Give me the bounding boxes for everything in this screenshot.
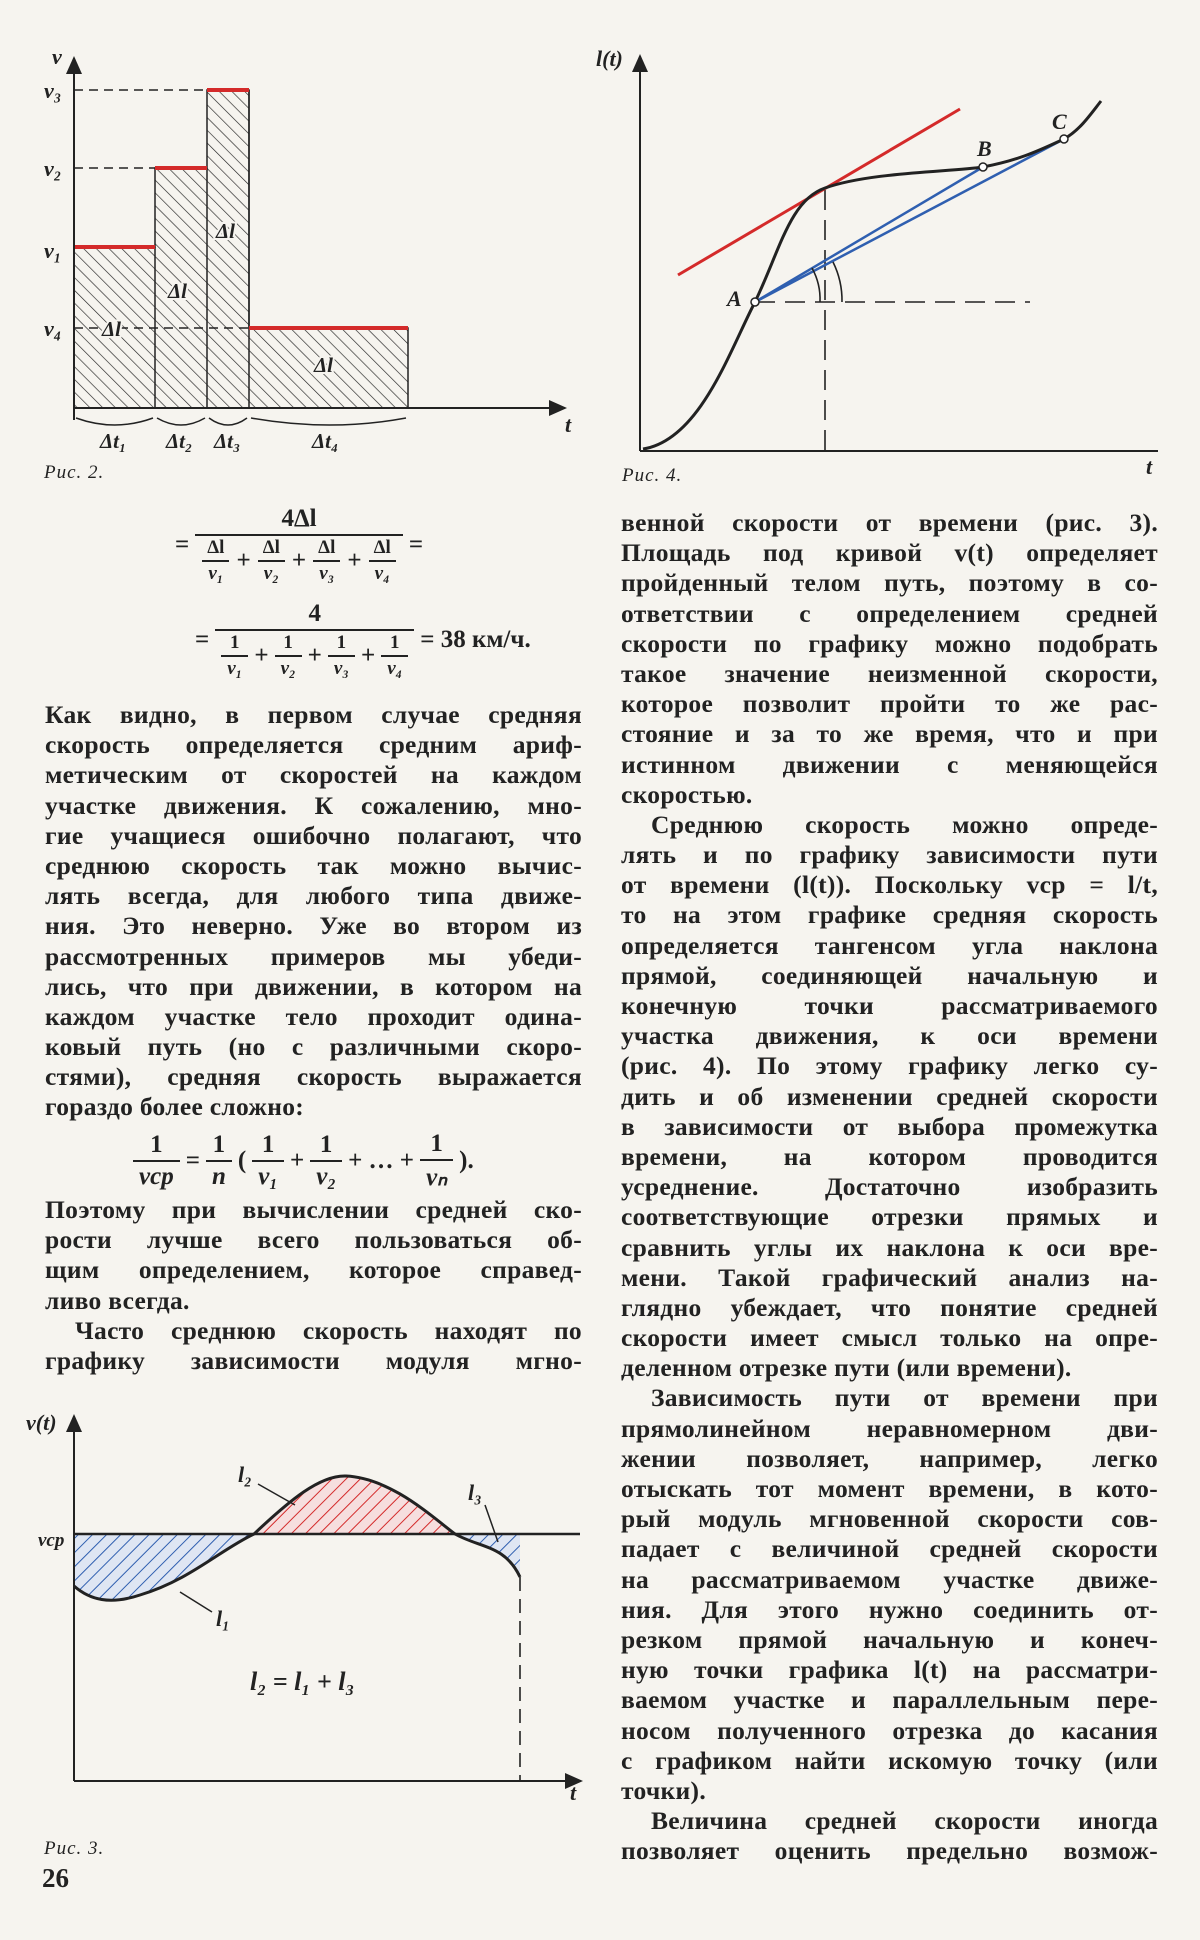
area-label-1: Δl <box>102 317 122 341</box>
area-label-3: Δl <box>216 219 236 243</box>
figure-3-velocity-time-chart <box>0 1400 600 1820</box>
text-line: то на этом графике средняя скорость <box>621 900 1158 930</box>
text-line: от времени (l(t)). Поскольку vср = l/t, <box>621 870 1158 900</box>
formula-term: 4Δl <box>281 505 317 532</box>
point-b <box>979 163 987 171</box>
formula-term: 1 <box>230 632 240 653</box>
text-line: Часто среднюю скорость находят по <box>75 1315 582 1345</box>
formula-term: v₁ <box>208 563 224 584</box>
chord-ab-blue <box>755 167 983 302</box>
text-line: ную точки графика l(t) на рассматри- <box>621 1655 1158 1685</box>
text-line: ния. Это неверно. Уже во втором из <box>45 911 582 941</box>
fraction <box>368 537 397 585</box>
text-line: Площадь под кривой v(t) определяет <box>621 538 1158 568</box>
text-line: (рис. 4). По этому графику легко су- <box>621 1051 1158 1081</box>
text-line: с графиком найти искомую точку (или <box>621 1745 1158 1775</box>
formula-term: + <box>291 547 307 574</box>
text-line: деленном отрезке пути (или времени). <box>621 1353 1072 1383</box>
v3-label: v₃ <box>44 78 62 103</box>
fraction <box>381 632 408 680</box>
formula-term: + <box>360 642 376 669</box>
formula-term: + <box>290 1147 305 1174</box>
text-line: соответствующие отрезки прямых и <box>621 1202 1158 1232</box>
formula-term: v₄ <box>374 563 390 584</box>
formula-term: 4 <box>308 600 321 627</box>
formula-average-speed-2 <box>192 600 534 680</box>
t-axis-label: t <box>1146 454 1153 479</box>
text-line: ответствии с определением средней <box>621 598 1158 628</box>
text-line: времени, на котором проводится <box>621 1141 1158 1171</box>
text-line: истинном движении с меняющейся <box>621 749 1158 779</box>
point-b-label: B <box>977 136 992 161</box>
formula-term: 1 <box>319 1131 333 1158</box>
page-number: 26 <box>42 1863 69 1893</box>
text-line: скоростью. <box>621 779 753 809</box>
v1-label: v₁ <box>44 238 62 263</box>
point-a-label: A <box>727 286 742 311</box>
formula-term: = <box>185 1147 200 1174</box>
point-c-label: C <box>1052 109 1067 134</box>
text-line: рассмотренных примеров мы убеди- <box>45 941 582 971</box>
formula-term: 1 <box>261 1131 275 1158</box>
v-axis-label: v <box>52 44 62 69</box>
figure-2-step-velocity-chart <box>0 0 600 480</box>
vcp-label: vср <box>38 1530 65 1551</box>
v4-label: v₄ <box>44 316 62 341</box>
formula-term: 1 <box>389 632 400 653</box>
text-line: ваемом участке и параллельным пере- <box>621 1685 1158 1715</box>
chord-ac-blue <box>755 139 1064 302</box>
text-line: конечную точки рассматриваемого <box>621 991 1158 1020</box>
text-line: метическим от скоростей на каждом <box>45 760 582 790</box>
fraction <box>420 1130 453 1192</box>
text-line: Величина средней скорости иногда <box>651 1806 1158 1836</box>
text-line: усреднение. Достаточно изобразить <box>621 1172 1158 1202</box>
fraction <box>312 537 341 585</box>
text-line: ковый путь (но с различными скоро- <box>45 1032 582 1062</box>
l-of-t-curve <box>643 101 1101 449</box>
fraction <box>275 632 302 680</box>
area-equation: l₂ = l₁ + l₃ <box>250 1667 355 1696</box>
left-column-text-2 <box>45 1195 582 1376</box>
fraction <box>328 632 355 680</box>
text-line: определяется тангенсом угла наклона <box>621 930 1158 960</box>
text-line: лись, что при движении, в котором на <box>45 971 582 1001</box>
formula-term: Δl <box>318 537 336 558</box>
text-line: ливо всегда. <box>45 1285 190 1315</box>
dt4-label: Δt₄ <box>312 429 339 453</box>
text-line: отыскать тот момент времени, в кото- <box>621 1474 1158 1503</box>
text-line: графику зависимости модуля мгно- <box>45 1345 582 1375</box>
text-line: скорости по графику можно подобрать <box>621 628 1158 658</box>
t-axis-label: t <box>565 412 572 437</box>
text-line: прямолинейном неравномерном дви- <box>621 1413 1158 1443</box>
dt3-label: Δt₃ <box>214 429 241 453</box>
l1-label: l₁ <box>216 1606 230 1631</box>
area-label-2: Δl <box>168 279 188 303</box>
angle-arcs <box>812 262 842 302</box>
formula-term: 1 <box>150 1131 163 1158</box>
text-line: позволяет оценить предельно возмож- <box>621 1836 1158 1866</box>
right-column-text <box>621 508 1158 1866</box>
fraction <box>201 537 230 585</box>
text-line: ния. Для этого нужно соединить от- <box>621 1594 1158 1624</box>
formula-term: ). <box>459 1147 474 1174</box>
dt1-label: Δt₁ <box>100 429 127 453</box>
l-axis-label: l(t) <box>596 46 623 71</box>
text-line: рости лучше всего пользоваться об- <box>45 1225 582 1255</box>
text-line: гораздо более сложно: <box>45 1092 305 1122</box>
v2-label: v₂ <box>44 156 62 181</box>
text-line: стояние и за то же время, что и при <box>621 719 1158 749</box>
formula-term: + <box>307 642 322 669</box>
interval-braces <box>76 418 406 425</box>
formula-term: vₙ <box>426 1164 448 1191</box>
text-line: рый модуль мгновенной скорости сов- <box>621 1504 1158 1534</box>
text-line: лять и по графику зависимости пути <box>621 840 1158 870</box>
fraction <box>257 537 286 585</box>
figure-3-caption: Рис. 3. <box>44 1838 105 1859</box>
text-line: скорости имеет смысл только на опре- <box>621 1323 1158 1353</box>
formula-term: v₁ <box>227 658 243 679</box>
formula-term: v₂ <box>263 563 279 584</box>
fraction <box>252 1131 284 1191</box>
text-line: скорость определяется средним ариф- <box>45 730 582 760</box>
figure-4-path-time-chart <box>596 0 1200 490</box>
formula-term: v₃ <box>319 563 335 584</box>
formula-term: v₂ <box>280 658 296 679</box>
text-line: дить и об изменении средней скорости <box>621 1081 1158 1111</box>
fraction <box>206 1131 232 1191</box>
formula-harmonic-mean <box>130 1130 477 1192</box>
formula-term: v₃ <box>333 658 349 679</box>
text-line: стями), средняя скорость выражается <box>45 1062 582 1092</box>
text-line: пройденный телом путь, поэтому в со- <box>621 568 1158 598</box>
text-line: жении позволяет, например, легко <box>621 1443 1158 1473</box>
text-line: в зависимости от выбора промежутка <box>621 1111 1158 1141</box>
formula-term: n <box>211 1163 226 1190</box>
formula-term: 1 <box>212 1131 226 1158</box>
formula-term: v₄ <box>387 658 403 679</box>
text-line: участка движения, к оси времени <box>621 1021 1158 1051</box>
text-line: щим определением, которое справед- <box>45 1255 582 1285</box>
text-line: сравнить углы их наклона к оси вре- <box>621 1232 1158 1262</box>
text-line: глядно убеждает, что понятие средней <box>621 1292 1158 1322</box>
formula-term: = <box>175 531 190 558</box>
text-line: на рассматриваемом участке движе- <box>621 1564 1158 1594</box>
text-line: точки). <box>621 1775 707 1805</box>
formula-term: + <box>347 547 362 574</box>
left-column-text-1 <box>45 700 582 1123</box>
text-line: такое значение неизменной скорости, <box>621 658 1158 688</box>
formula-term: + <box>254 642 269 669</box>
point-c <box>1060 135 1068 143</box>
text-line: среднюю скорость так можно вычис- <box>45 850 582 880</box>
formula-term: + … + <box>348 1147 415 1174</box>
text-line: лять всегда, для любого типа движе- <box>45 881 582 911</box>
formula-term: Δl <box>262 537 280 558</box>
text-line: падает с величиной средней скорости <box>621 1534 1158 1564</box>
formula-term: 1 <box>336 632 347 653</box>
fraction <box>215 600 414 680</box>
text-line: которое позволит пройти то же рас- <box>621 689 1158 719</box>
figure-4-caption: Рис. 4. <box>622 465 683 486</box>
text-line: Среднюю скорость можно опреде- <box>651 809 1158 839</box>
formula-term: vср <box>139 1163 174 1190</box>
formula-term: = <box>408 531 424 558</box>
formula-term: v₂ <box>316 1163 337 1190</box>
text-line: Зависимость пути от времени при <box>651 1383 1158 1413</box>
dt2-label: Δt₂ <box>166 429 193 453</box>
text-line: участке движения. К сожалению, мно- <box>45 790 582 820</box>
formula-term: + <box>236 547 251 574</box>
text-line: Как видно, в первом случае средняя <box>45 700 582 729</box>
text-line: каждом участке тело проходит одина- <box>45 1001 582 1031</box>
fraction <box>195 505 403 585</box>
formula-term: Δl <box>373 537 391 558</box>
figure-2-caption: Рис. 2. <box>44 462 105 483</box>
formula-term: Δl <box>207 537 225 558</box>
text-line: носом полученного отрезка до касания <box>621 1715 1158 1745</box>
text-line: венной скорости от времени (рис. 3). <box>621 508 1158 537</box>
text-line: резком прямой начальную и конеч- <box>621 1624 1158 1654</box>
formula-term: v₁ <box>258 1163 278 1190</box>
area-label-4: Δl <box>314 353 334 377</box>
formula-term: ( <box>237 1147 247 1174</box>
formula-term: = 38 км/ч. <box>420 626 531 653</box>
formula-term: 1 <box>283 632 293 653</box>
text-line: мени. Такой графический анализ на- <box>621 1262 1158 1292</box>
fraction <box>133 1131 180 1191</box>
l2-label: l₂ <box>238 1462 252 1487</box>
text-line: прямой, соединяющей начальную и <box>621 960 1158 990</box>
t-axis-label: t <box>570 1780 577 1805</box>
text-line: Поэтому при вычислении средней ско- <box>45 1195 582 1224</box>
fraction <box>221 632 248 680</box>
point-a <box>751 298 759 306</box>
v-axis-label: v(t) <box>26 1410 57 1435</box>
fraction <box>310 1131 342 1191</box>
text-line: гие учащиеся ошибочно полагают, что <box>45 820 582 850</box>
formula-term: = <box>195 626 210 653</box>
l3-label: l₃ <box>468 1480 482 1505</box>
region-l1-l3-blue <box>74 1476 520 1600</box>
formula-average-speed-1 <box>172 505 426 585</box>
formula-term: 1 <box>430 1130 443 1157</box>
